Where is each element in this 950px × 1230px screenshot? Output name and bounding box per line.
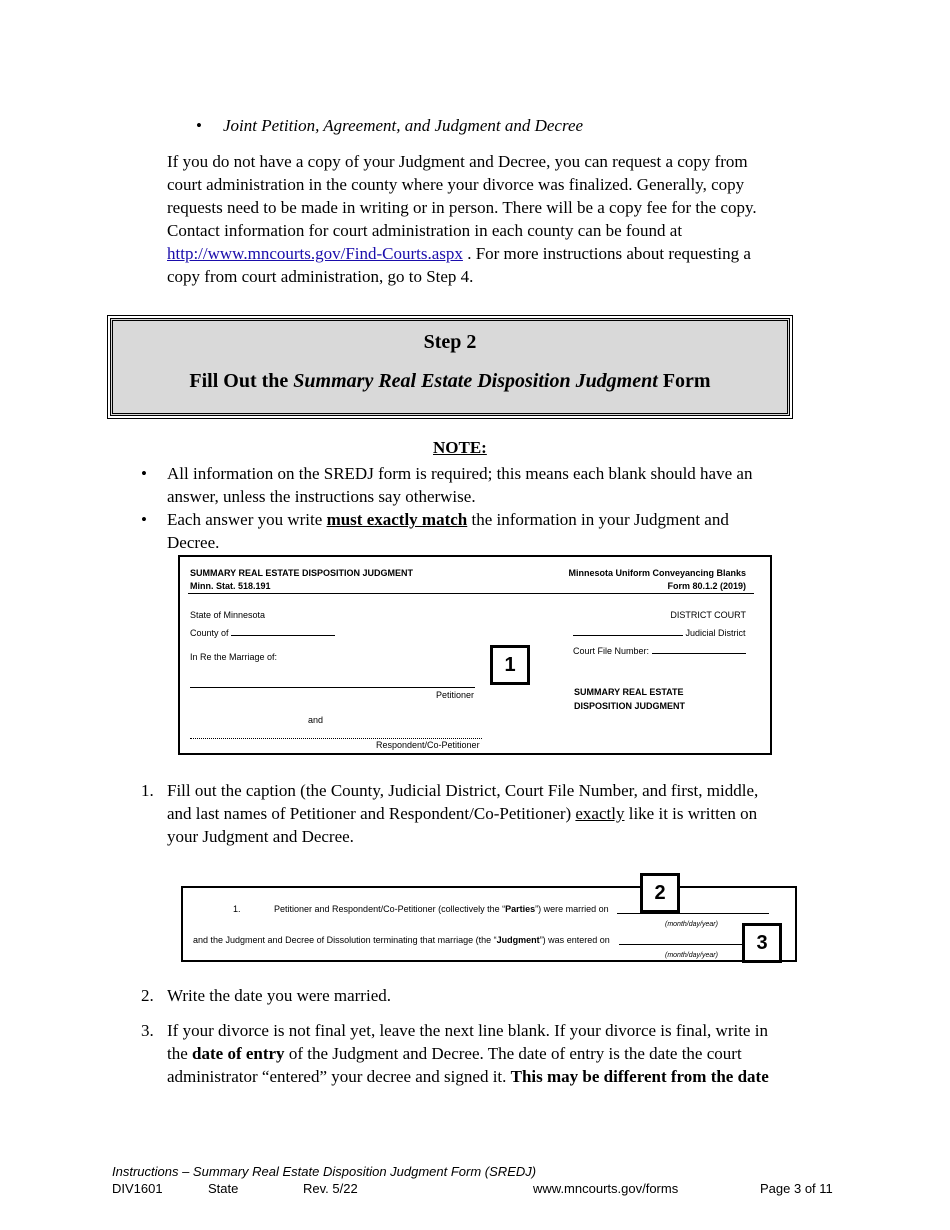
form1-doc-title-1: SUMMARY REAL ESTATE	[574, 687, 684, 697]
footer-title: Instructions – Summary Real Estate Disposition Judgment Form (SREDJ)	[112, 1164, 537, 1179]
note-heading: NOTE:	[433, 438, 487, 457]
step3-line2-post: of the Judgment and Decree. The date of entry is the date the court	[284, 1044, 742, 1063]
marriage-date-blank	[617, 913, 769, 914]
form2-judgment: Judgment	[496, 935, 540, 945]
intro-line: requests need to be made in writing or in person. There will be a copy fee for the copy.	[167, 198, 757, 217]
form2-line2-pre: and the Judgment and Decree of Dissolution terminating that marriage (the “	[193, 935, 497, 945]
footer-code: DIV1601	[112, 1181, 163, 1196]
intro-line: court administration in the county where your divorce was finalized. Generally, copy	[167, 175, 745, 194]
intro-line: If you do not have a copy of your Judgment and Decree, you can request a copy from	[167, 152, 748, 171]
note-b1-line1: All information on the SREDJ form is required; this means each blank should have an	[167, 464, 753, 483]
form1-title: SUMMARY REAL ESTATE DISPOSITION JUDGMENT	[190, 568, 414, 578]
form1-county	[190, 626, 335, 638]
form1-rule	[188, 593, 754, 594]
callout-1: 1	[490, 645, 530, 685]
form1-marriage: In Re the Marriage of:	[190, 652, 278, 662]
step3-line2-pre: the	[167, 1044, 193, 1063]
callout-2: 2	[640, 873, 680, 913]
intro-line	[167, 242, 847, 265]
form1-statute: Minn. Stat. 518.191	[190, 581, 271, 591]
judgment-date-blank	[619, 944, 743, 945]
step2-num: 2.	[141, 986, 154, 1005]
form1-respondent: Respondent/Co-Petitioner	[376, 740, 480, 750]
form2-parties: Parties	[505, 904, 536, 914]
step3-num: 3.	[141, 1021, 154, 1040]
step-sub-prefix: Fill Out the	[189, 370, 294, 392]
footer-rev: Rev. 5/22	[303, 1181, 358, 1196]
step1-line1: Fill out the caption (the County, Judicial District, Court File Number, and first, middle,	[167, 781, 759, 800]
step1-line3: your Judgment and Decree.	[167, 827, 354, 846]
intro-line: copy from court administration, go to Step 4.	[167, 267, 474, 286]
caption-form-image	[178, 555, 772, 755]
respondent-blank	[190, 738, 482, 739]
callout-3: 3	[742, 923, 782, 963]
step1-line2-post: like it is written on	[624, 804, 758, 823]
petitioner-blank	[190, 687, 475, 688]
intro-after-link: . For more instructions about requesting a	[462, 244, 751, 263]
form1-court-file-label: Court File Number:	[573, 646, 650, 656]
step-sub-italic: Summary Real Estate Disposition Judgment	[293, 370, 658, 392]
step1-num: 1.	[141, 781, 154, 800]
footer-url: www.mncourts.gov/forms	[533, 1181, 679, 1196]
form1-district-court: DISTRICT COURT	[670, 610, 746, 620]
form1-and: and	[308, 715, 324, 725]
step-subtitle	[113, 370, 787, 393]
step1-line2-pre: and last names of Petitioner and Respondent/Co-Petitioner)	[167, 804, 576, 823]
footer-page: Page 3 of 11	[760, 1181, 833, 1196]
intro-paragraph	[167, 150, 847, 288]
court-file-blank	[652, 644, 746, 654]
step3-line1: If your divorce is not final yet, leave the next line blank. If your divorce is final, write in	[167, 1021, 768, 1040]
intro-line: Contact information for court administration in each county can be found at	[167, 221, 683, 240]
note-b2-line2: Decree.	[167, 533, 220, 552]
step1-line2	[167, 802, 847, 825]
form2-line2	[193, 935, 610, 945]
step2-text: Write the date you were married.	[167, 986, 391, 1005]
intro-bullet-text: Joint Petition, Agreement, and Judgment and Decree	[223, 116, 584, 135]
form1-form-no: Form 80.1.2 (2019)	[667, 581, 746, 591]
form2-line1-pre: Petitioner and Respondent/Co-Petitioner (collectively the “	[274, 904, 506, 914]
form1-doc-title-2: DISPOSITION JUDGMENT	[574, 701, 686, 711]
form1-judicial-label: Judicial District	[685, 628, 746, 638]
step1-exactly: exactly	[575, 804, 625, 823]
footer-state: State	[208, 1181, 239, 1196]
form1-conveyancing: Minnesota Uniform Conveyancing Blanks	[568, 568, 746, 578]
form2-num: 1.	[233, 904, 241, 914]
step-sub-suffix: Form	[657, 370, 711, 392]
form2-hint1: (month/day/year)	[665, 921, 718, 928]
note-bullet-1	[167, 462, 847, 508]
step1-text	[167, 779, 847, 848]
county-blank	[231, 626, 335, 636]
find-courts-link[interactable]: http://www.mncourts.gov/Find-Courts.aspx	[167, 244, 463, 263]
form1-county-label: County of	[190, 628, 229, 638]
note-b2-post: the information in your Judgment and	[467, 510, 729, 529]
form1-court-file	[573, 644, 746, 656]
form2-line1-post: ”) were married on	[535, 904, 609, 914]
form1-judicial-district	[573, 626, 746, 638]
note-bullet-dot-2: •	[141, 510, 147, 529]
note-bullet-dot-1: •	[141, 464, 147, 483]
step3-line3	[167, 1065, 847, 1088]
step-title: Step 2	[423, 331, 477, 353]
note-b2-emphasis: must exactly match	[326, 510, 468, 529]
note-b2-pre: Each answer you write	[167, 510, 327, 529]
form2-line1	[274, 904, 609, 914]
form2-hint2: (month/day/year)	[665, 952, 718, 959]
intro-bullet	[196, 114, 202, 137]
district-blank	[573, 626, 683, 636]
step3-line2	[167, 1042, 847, 1065]
form1-petitioner: Petitioner	[436, 690, 475, 700]
step3-line3-pre: administrator “entered” your decree and signed it.	[167, 1067, 511, 1086]
form2-line2-post: ”) was entered on	[539, 935, 610, 945]
step3-text	[167, 1019, 847, 1088]
note-b1-line2: answer, unless the instructions say otherwise.	[167, 487, 476, 506]
step3-date-of-entry: date of entry	[192, 1044, 285, 1063]
dates-form-image	[181, 886, 797, 962]
note-bullet-2	[167, 508, 847, 554]
form1-state: State of Minnesota	[190, 610, 266, 620]
step-header-box	[110, 318, 790, 416]
note-b2-line1	[167, 508, 847, 531]
step3-emphasis: This may be different from the date	[510, 1067, 769, 1086]
bullet-dot: •	[196, 116, 202, 135]
